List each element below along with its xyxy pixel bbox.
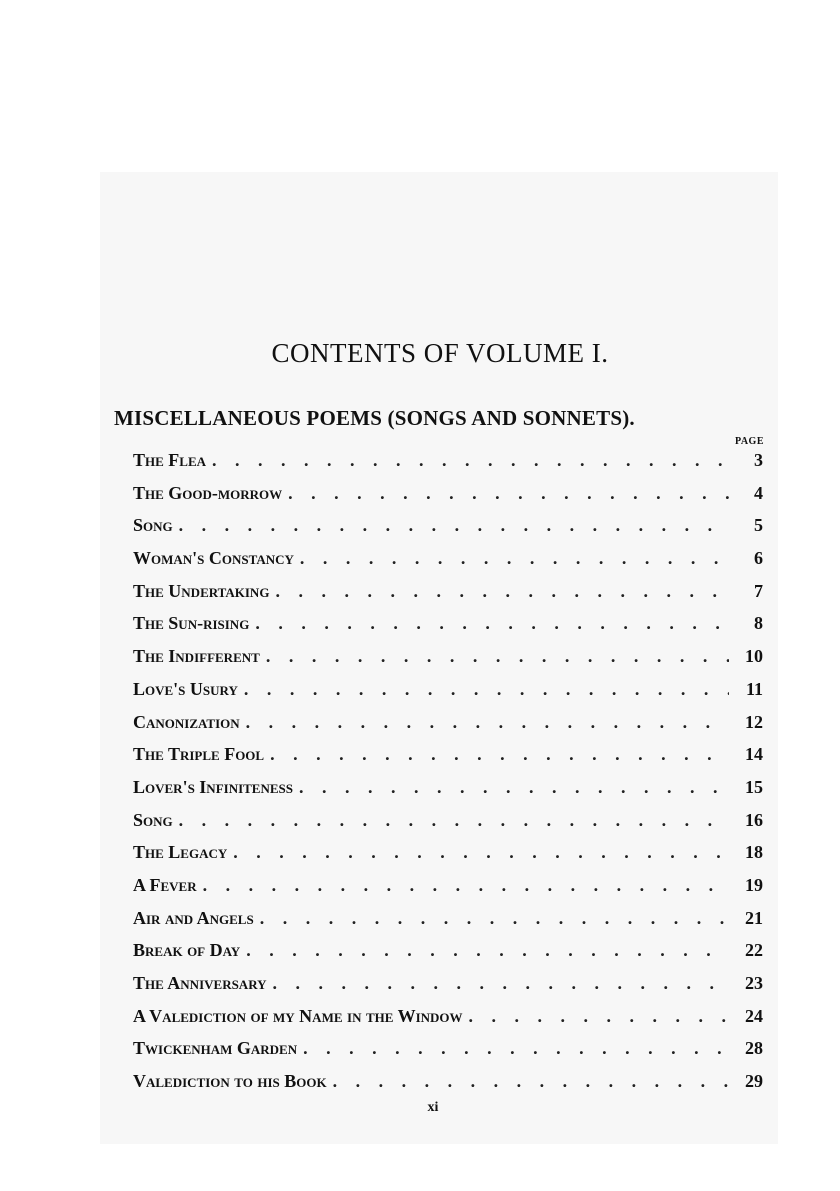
- toc-entry-page: 18: [745, 842, 763, 863]
- toc-entry: [133, 940, 763, 973]
- toc-entry-title: Canonization: [133, 711, 240, 732]
- toc-entry-title: The Sun-rising: [133, 613, 250, 634]
- toc-entry-title: The Triple Fool: [133, 744, 265, 765]
- toc-entry-page: 29: [745, 1071, 763, 1092]
- toc-entry-page: 5: [754, 515, 763, 536]
- dot-leader: [266, 646, 729, 667]
- toc-entry-page: 3: [754, 450, 763, 470]
- dot-leader: [299, 777, 729, 798]
- toc-entry: [133, 777, 763, 810]
- toc-entry-title: Song: [133, 809, 173, 830]
- toc-entry-title: The Undertaking: [133, 580, 270, 601]
- toc-entry: [133, 581, 763, 614]
- toc-entry: [133, 450, 763, 483]
- toc-entry-title: Love's Usury: [133, 678, 238, 699]
- toc-entry-page: 19: [745, 874, 763, 895]
- dot-leader: [300, 548, 729, 569]
- toc-entry: [133, 515, 763, 548]
- page-title: CONTENTS OF VOLUME I.: [271, 338, 609, 369]
- toc-entry-page: 6: [754, 548, 763, 569]
- toc-entry-page: 16: [745, 809, 763, 830]
- toc-entry: [133, 810, 763, 843]
- toc-entry-title: The Good-morrow: [133, 482, 283, 503]
- toc-entry-title: Air and Angels: [133, 907, 254, 928]
- toc-entry-page: 8: [754, 613, 763, 634]
- dot-leader: [260, 908, 729, 929]
- toc-entry-title: A Fever: [133, 874, 197, 895]
- dot-leader: [179, 810, 729, 831]
- toc-entry-page: 11: [745, 678, 763, 699]
- dot-leader: [288, 483, 729, 504]
- toc-entry: [133, 613, 763, 646]
- toc-entry-title: Twickenham Garden: [133, 1038, 298, 1059]
- toc-entry-title: Lover's Infiniteness: [133, 776, 293, 797]
- dot-leader: [333, 1071, 729, 1092]
- toc-entry: [133, 842, 763, 875]
- table-of-contents: [133, 450, 763, 1104]
- toc-entry: [133, 744, 763, 777]
- dot-leader: [469, 1006, 729, 1027]
- toc-entry-page: 21: [745, 907, 763, 928]
- toc-entry-title: Woman's Constancy: [133, 548, 294, 569]
- toc-entry-title: Break of Day: [133, 940, 241, 961]
- toc-entry: [133, 1006, 763, 1039]
- toc-entry-page: 24: [745, 1005, 763, 1026]
- toc-entry: [133, 973, 763, 1006]
- toc-entry-title: Valediction to his Book: [133, 1071, 327, 1092]
- toc-entry-page: 22: [745, 940, 763, 961]
- dot-leader: [212, 450, 729, 471]
- dot-leader: [255, 613, 729, 634]
- toc-entry-title: The Indifferent: [133, 646, 260, 667]
- toc-entry: [133, 875, 763, 908]
- toc-entry-title: The Legacy: [133, 842, 228, 863]
- dot-leader: [270, 744, 729, 765]
- toc-entry-page: 12: [745, 711, 763, 732]
- toc-entry-title: Song: [133, 515, 173, 536]
- page-folio: xi: [427, 1100, 439, 1115]
- dot-leader: [233, 842, 729, 863]
- dot-leader: [246, 940, 729, 961]
- toc-entry-page: 10: [745, 646, 763, 667]
- toc-entry: [133, 908, 763, 941]
- dot-leader: [179, 515, 729, 536]
- section-heading: MISCELLANEOUS POEMS (SONGS AND SONNETS).: [114, 406, 635, 430]
- toc-entry: [133, 1038, 763, 1071]
- dot-leader: [246, 712, 729, 733]
- toc-entry-page: 7: [754, 580, 763, 601]
- toc-entry-title: A Valediction of my Name in the Window: [133, 1005, 463, 1026]
- toc-entry-page: 14: [745, 744, 763, 765]
- toc-entry-page: 4: [754, 482, 763, 503]
- dot-leader: [275, 581, 729, 602]
- toc-entry-page: 23: [745, 973, 763, 993]
- dot-leader: [273, 973, 729, 994]
- toc-entry-page: 28: [745, 1038, 763, 1059]
- toc-entry-title: The Anniversary: [133, 973, 267, 993]
- toc-entry: [133, 1071, 763, 1104]
- page-column-label: PAGE: [734, 436, 764, 447]
- toc-entry: [133, 679, 763, 712]
- dot-leader: [203, 875, 729, 896]
- toc-entry-title: The Flea: [133, 450, 207, 470]
- toc-entry: [133, 548, 763, 581]
- toc-entry: [133, 712, 763, 745]
- toc-entry: [133, 646, 763, 679]
- dot-leader: [244, 679, 729, 700]
- dot-leader: [303, 1038, 729, 1059]
- toc-entry: [133, 483, 763, 516]
- toc-entry-page: 15: [745, 776, 763, 797]
